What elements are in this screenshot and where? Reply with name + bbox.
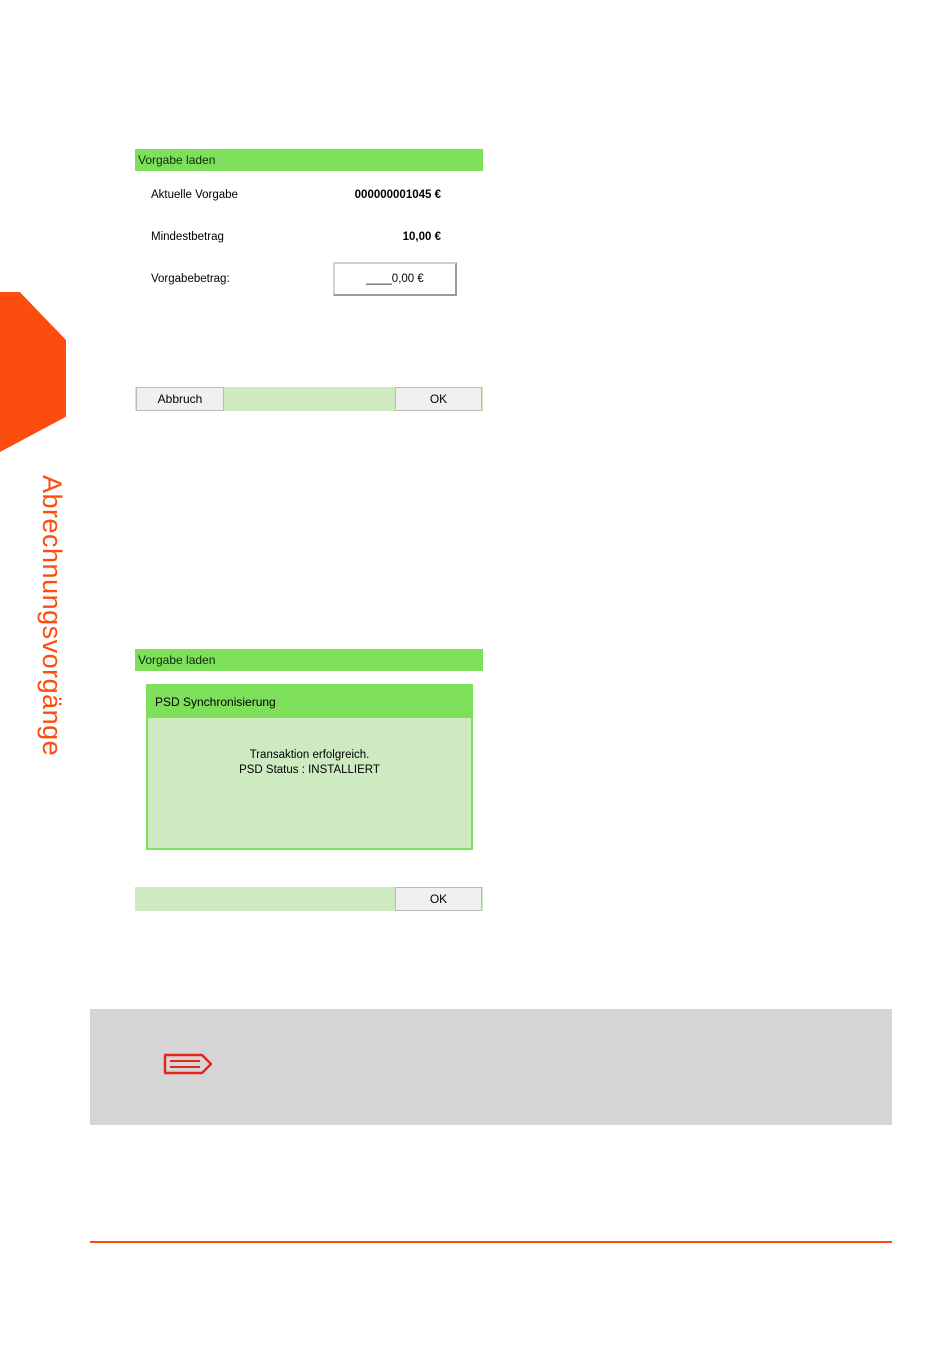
amount-input[interactable]: ____0,00 € bbox=[333, 262, 457, 296]
ok-button[interactable]: OK bbox=[395, 887, 482, 911]
message-line-1: Transaktion erfolgreich. bbox=[249, 749, 370, 761]
cancel-button[interactable]: Abbruch bbox=[136, 387, 224, 411]
screen-load-amount bbox=[135, 149, 483, 411]
chapter-label: Abrechnungsvorgänge bbox=[37, 475, 67, 757]
dialog-title: PSD Synchronisierung bbox=[148, 686, 471, 718]
amount-input-label: Vorgabebetrag: bbox=[151, 273, 230, 285]
screen-button-bar bbox=[135, 387, 483, 411]
note-box bbox=[90, 1009, 892, 1125]
current-amount-label: Aktuelle Vorgabe bbox=[151, 189, 238, 201]
chapter-tab bbox=[0, 292, 66, 452]
screen-title: Vorgabe laden bbox=[135, 649, 483, 671]
current-amount-value: 000000001045 € bbox=[354, 189, 441, 201]
screen-title: Vorgabe laden bbox=[135, 149, 483, 171]
screen-button-bar bbox=[135, 887, 483, 911]
psd-sync-dialog bbox=[146, 684, 473, 850]
footer-rule bbox=[90, 1241, 892, 1243]
minimum-amount-label: Mindestbetrag bbox=[151, 231, 224, 243]
message-line-2: PSD Status : INSTALLIERT bbox=[239, 764, 380, 776]
screen-psd-sync bbox=[135, 649, 483, 911]
pencil-note-icon bbox=[162, 1051, 214, 1077]
minimum-amount-value: 10,00 € bbox=[402, 231, 441, 243]
ok-button[interactable]: OK bbox=[395, 387, 482, 411]
dialog-message bbox=[148, 748, 471, 778]
